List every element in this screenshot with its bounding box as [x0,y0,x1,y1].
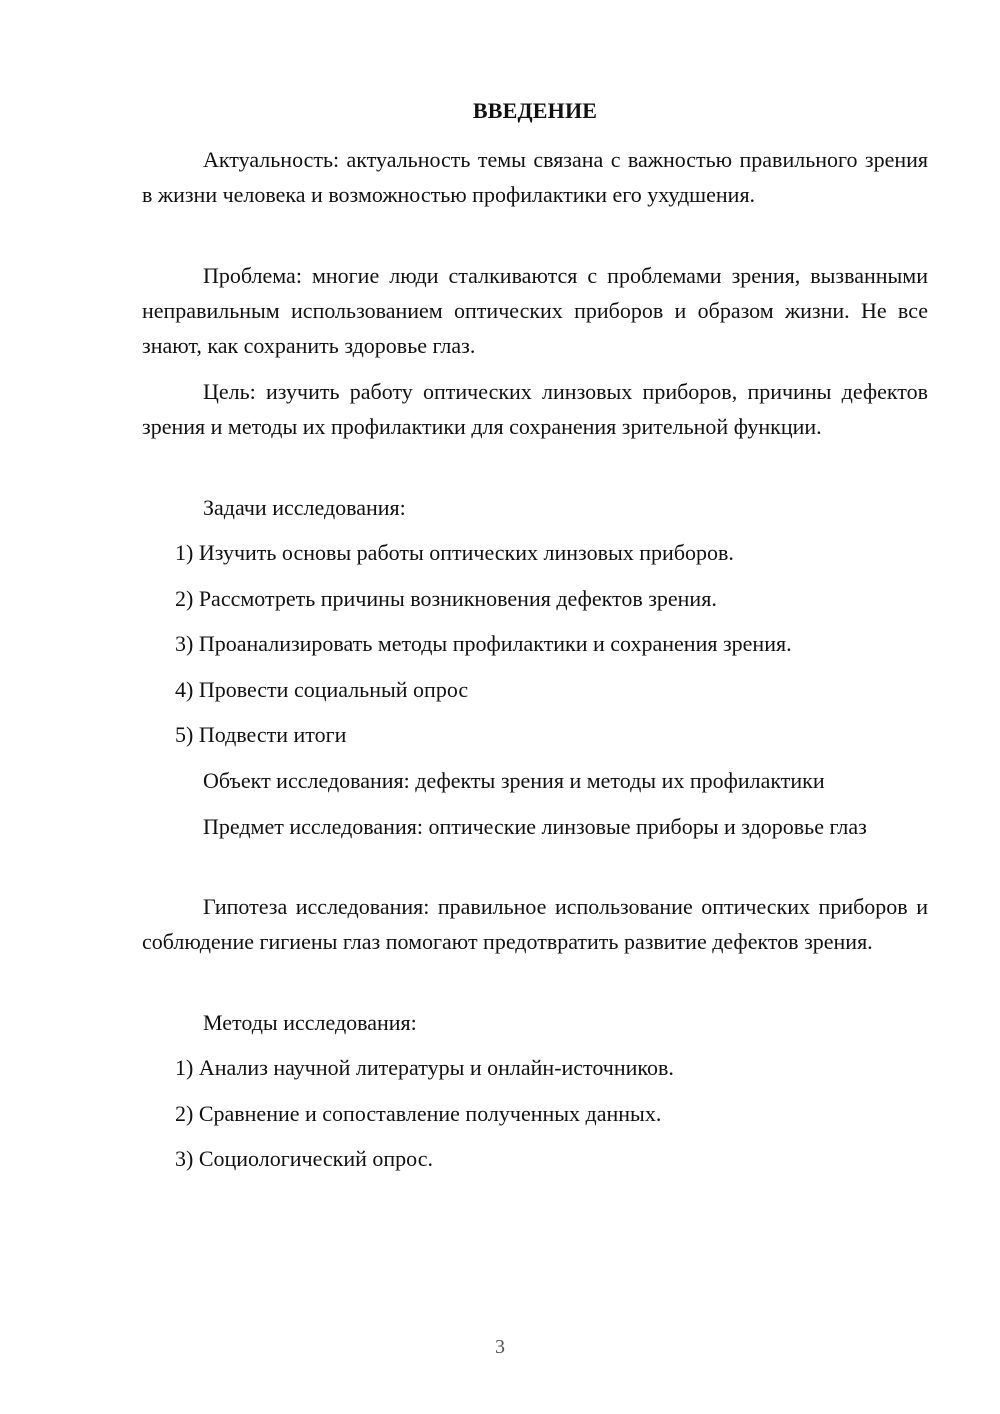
method-item: 1) Анализ научной литературы и онлайн-источников. [175,1055,674,1080]
method-item: 3) Социологический опрос. [175,1146,433,1171]
methods-heading: Методы исследования: [203,1010,417,1035]
task-item: 1) Изучить основы работы оптических линзовых приборов. [175,540,734,565]
relevance-paragraph: Актуальность: актуальность темы связана с важностью правильного зрения в жизни человека и возможностью профилактики его ухудшения. [142,147,928,207]
task-item: 3) Проанализировать методы профилактики и сохранения зрения. [175,631,792,656]
task-item: 2) Рассмотреть причины возникновения дефектов зрения. [175,586,717,611]
method-item: 2) Сравнение и сопоставление полученных данных. [175,1101,662,1126]
hypothesis-paragraph: Гипотеза исследования: правильное использование оптических приборов и соблюдение гигиены глаз помогают предотвратить развитие дефектов зрения. [142,894,928,954]
task-item: 4) Провести социальный опрос [175,677,469,702]
subject-paragraph: Предмет исследования: оптические линзовые приборы и здоровье глаз [203,814,867,839]
section-title: ВВЕДЕНИЕ [472,98,598,123]
task-item: 5) Подвести итоги [175,722,347,747]
page-number: 3 [495,1336,505,1358]
problem-paragraph: Проблема: многие люди сталкиваются с проблемами зрения, вызванными неправильным использованием оптических приборов и образом жизни. Не все знают, как сохранить здоровье глаз. [142,263,928,358]
goal-paragraph: Цель: изучить работу оптических линзовых приборов, причины дефектов зрения и методы их профилактики для сохранения зрительной функции. [142,379,928,439]
object-paragraph: Объект исследования: дефекты зрения и методы их профилактики [203,768,825,793]
tasks-heading: Задачи исследования: [203,495,406,520]
